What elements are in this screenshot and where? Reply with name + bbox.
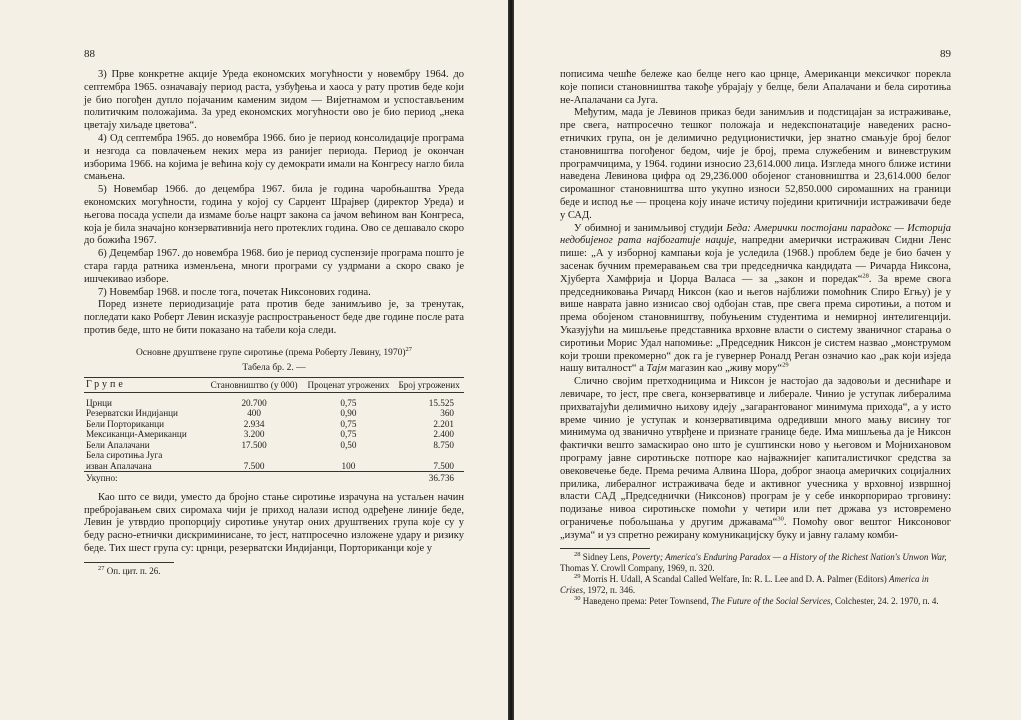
table-row — [84, 450, 464, 461]
cell-population: 7.500 — [243, 460, 265, 471]
magazine-title: Тајм — [646, 363, 667, 375]
cell-population — [206, 450, 303, 461]
footnote-ref: 29 — [782, 361, 789, 369]
paragraph: Као што се види, уместо да бројно стање сиротиње израчуна на устаљен начин пребројавањем свих сиромаха чији је приход налази испод одређене линије беде, Левин је утврдио пропорцију сиротиње унутар оних друштвених група које су у беду расно-етнички дискриминисане, то јест, натпросечно изложене удару и ризику беде. Тих шест група су: црнци, резерватски Индијанци, Порториканци које у — [84, 491, 464, 554]
cell-group: изван Апалачана — [86, 460, 152, 471]
total-value: 36.736 — [394, 472, 464, 486]
cell-percent: 0,50 — [340, 439, 357, 450]
footnote-ref: 28 — [862, 272, 869, 280]
table-row — [84, 440, 464, 451]
paragraph: 4) Од септембра 1965. до новембра 1966. био је период консолидације програма и незгода са повлачењем неких мера из ранијег периода. Период је окончан изборима 1966. на којима је већина коју су демократи имали на Конгресу нагло била смањена. — [84, 132, 464, 183]
cell-percent: 0,75 — [340, 429, 357, 440]
cell-count: 8.750 — [433, 439, 454, 450]
cell-group: Црнци — [86, 397, 112, 408]
cell-group: Мексиканци-Американци — [86, 429, 187, 440]
cell-count: 7.500 — [433, 460, 454, 471]
footnote-divider — [84, 562, 174, 563]
cell-population: 17.500 — [241, 439, 267, 450]
cell-population: 3.200 — [243, 429, 265, 440]
cell-percent: 100 — [341, 460, 356, 471]
total-label: Укупно: — [84, 472, 206, 486]
table-row — [84, 461, 464, 472]
cell-group: Бели Порториканци — [86, 418, 165, 429]
page-number: 89 — [940, 48, 951, 60]
cell-percent — [303, 450, 395, 461]
cell-percent: 0,90 — [340, 408, 357, 419]
cell-population: 400 — [247, 408, 261, 419]
cell-count: 360 — [440, 408, 454, 419]
cell-percent: 0,75 — [340, 397, 357, 408]
cell-group: Резерватски Индијанци — [86, 408, 178, 419]
paragraph: 7) Новембар 1968. и после тога, почетак Никсонових година. — [98, 286, 371, 298]
paragraph: пописима чешће бележе као белце него као црнце, Американци мексичког порекла које пописи становништва такође убрајају у белце, бели Апалачани и бела сиротиња не-Апалачани са Југа. — [560, 69, 951, 106]
footnote: $^{28}$ Sidney Lens, Poverty; America's Enduring Paradox — a History of the Richest Nation's Unwon War, Thomas Y. Crowll Company, 1969, п. 320. — [560, 551, 947, 574]
table-row — [84, 392, 464, 408]
header-population: Становништво (у 000) — [206, 377, 303, 392]
header-count: Број угрожених — [394, 377, 464, 392]
footnote-divider — [560, 548, 650, 549]
table-caption: Основне друштвене групе сиротиње (према Роберту Левину, 1970)$^{27}$ — [135, 345, 413, 358]
page-number: 88 — [84, 48, 95, 60]
table-label: Табела бр. 2. — — [242, 362, 306, 373]
table-row — [84, 419, 464, 430]
cell-count: 15.525 — [428, 397, 454, 408]
cell-population: 20.700 — [241, 397, 267, 408]
cell-count — [394, 450, 464, 461]
paragraph: У обимној и занимљивој студији Беда: Амерички постојани парадокс — Историја недобијеног рата најбогатије нације, напредни амерички истраживач Сидни Ленс пише: „А у изборној кампањи која је уследила (1968.) проблем беде је био бачен у засенак бучним премеравањем сва три председничка кандидата — Ричарда Никсона, Хјуберта Хамфрија и Џорџа Валаса — за „закон и поредак“$^{28}$. За време свога председниковања Ричард Никсон (као и његов најближи помоћник Спиро Егњу) је у више навратa јавно изнисао свој одбојан став, пре свега према сиротињи, а потом и према обојеном становништву, побуњеним студентима и немирној интелигенцији. Указујући на мишљење представника врховне власти о систему званичног старања о сиротињи Морис Удал напомиње: „Председник Никсон је систем назвао „монструмом који троши прекомерно“ док га је гувернер Роналд Реган означио као „рак који изједа нашу виталност“ а Тајм магазин као „живу мору“$^{29}$ — [560, 222, 952, 375]
table-header-row — [84, 377, 464, 392]
cell-population: 2.934 — [243, 418, 265, 429]
cell-count: 2.201 — [433, 418, 454, 429]
table-total-row — [84, 472, 464, 486]
poverty-groups-table — [84, 377, 464, 486]
table-row — [84, 429, 464, 440]
paragraph: 3) Прве конкретне акције Уреда економских могућности у новембру 1964. до септембра 1965. означавају период раста, узбуђења и хаоса у рату против беде који је био погођен дупло појачаним каменим зидом — Вијетнамом и успостављеним политичким положајима. За уред економских могућности ово је био период „нека цветају хиљаде цветова“. — [84, 69, 464, 132]
header-percent: Проценат угрожених — [303, 377, 395, 392]
table-row — [84, 408, 464, 419]
footnote-ref: 27 — [405, 345, 413, 353]
footnote: $^{27}$ Оп. цит. п. 26. — [98, 564, 161, 576]
right-page — [514, 0, 1021, 720]
footnote: $^{29}$ Morris H. Udall, A Scandal Called Welfare, In: R. L. Lee and D. A. Palmer (Editors) America in Crises, 1972, п. 346. — [560, 573, 929, 596]
footnote: $^{30}$ Наведено према: Peter Townsend, The Future of the Social Services, Colchester, 24. 2. 1970, п. 4. — [574, 595, 939, 607]
cell-percent: 0,75 — [340, 418, 357, 429]
paragraph: 5) Новембар 1966. до децембра 1967. била је година чаробњаштва Уреда економских могућности, година у којој су Сарџент Шрајвер (директор Уреда) и његова посада успели да измаме боље нацрт закона са јачом већином ван Конгреса, која је била значајно конзервативнија него протеклих година. Ово се дешавало скоро до божића 1967. — [84, 184, 464, 247]
paragraph: Међутим, мада је Левинов приказ беди занимљив и подстицајан за истраживање, пре свега, натпросечно тешког положаја и недекспонатације наведених расно-етничких група, он је делимично редуционистички, јер знатно смањује број белог становништва погођеног бедом, чије је број, према служебеним и виневструким програмчицима, у 1964. години износио 23,614.000 лица. Изгледа много ближе истини наведена Левинова цифра од 29,236.000 обојеног становништва и 23,614.000 белог сиромашног становништва што укупно износи 52,850.000 сиромашних на граници беде и испод ње — процена коју иначе истичу поједини критичнији истраживачи беде у САД. — [560, 107, 951, 221]
cell-group: Бели Апалачани — [86, 439, 150, 450]
cell-group: Бела сиротиња Југа — [86, 450, 163, 461]
cell-count: 2.400 — [433, 429, 454, 440]
footnote-ref: 30 — [777, 515, 784, 523]
paragraph: 6) Децембар 1967. до новембра 1968. био је период суспензије програма пошто је стара гарда ратника изменљена, многи програми су уздрмани а скоро свако је ишчекивао изборе. — [84, 248, 464, 285]
paragraph: Слично својим претходницима и Никсон је настојао да задовољи и деснићаре и левичаре, то јест, пре свега, конзервативце и либерале. Чинио је уступак либералима прихватајући делимично њихову идеју „загарантованог минимума прихода“, а у исто време чинио је уступак и конзервативцима одредивши много мању висину тог минимума од званично утврђене и признате границе беде. Има мишљења да је Никсон фактички вешто замаскирао оно што је суштински ново у његовом и Мојнихановом програму јавне сиротињске потпоре као најважнијег капиталистичког средства за овековечење беде. Према речима Алвина Шора, доброг знаоца америчких социјалних прилика, либералног истраживача беде и активног учесника у врховној извршној власти САД „Председнички (Никсонов) програм је у себе инкорпорирао трговину: подизање нивоа сиротињске помоћи у четири или пет држава уз истовремено ограничење побољшања у другим државама“$^{30}$. Помоћу овог вештог Никсоновог „изума“ и уз спретно режирану комуникацијску буку и јавну галаму комби- — [560, 376, 951, 541]
book-title: Беда: Амерички постојани парадокс — Историја недобијеног рата најбогатије нације, — [560, 222, 952, 247]
footnote-mark: 27 — [98, 564, 105, 572]
paragraph: Поред изнете периодизације рата против беде занимљиво је, за тренутак, погледати како Роберт Левин исказује распрострањеност беде две године после рата против беде, што не бити показано на табели која следи. — [84, 299, 464, 336]
header-groups: Групе — [84, 377, 206, 392]
left-page — [0, 0, 508, 720]
